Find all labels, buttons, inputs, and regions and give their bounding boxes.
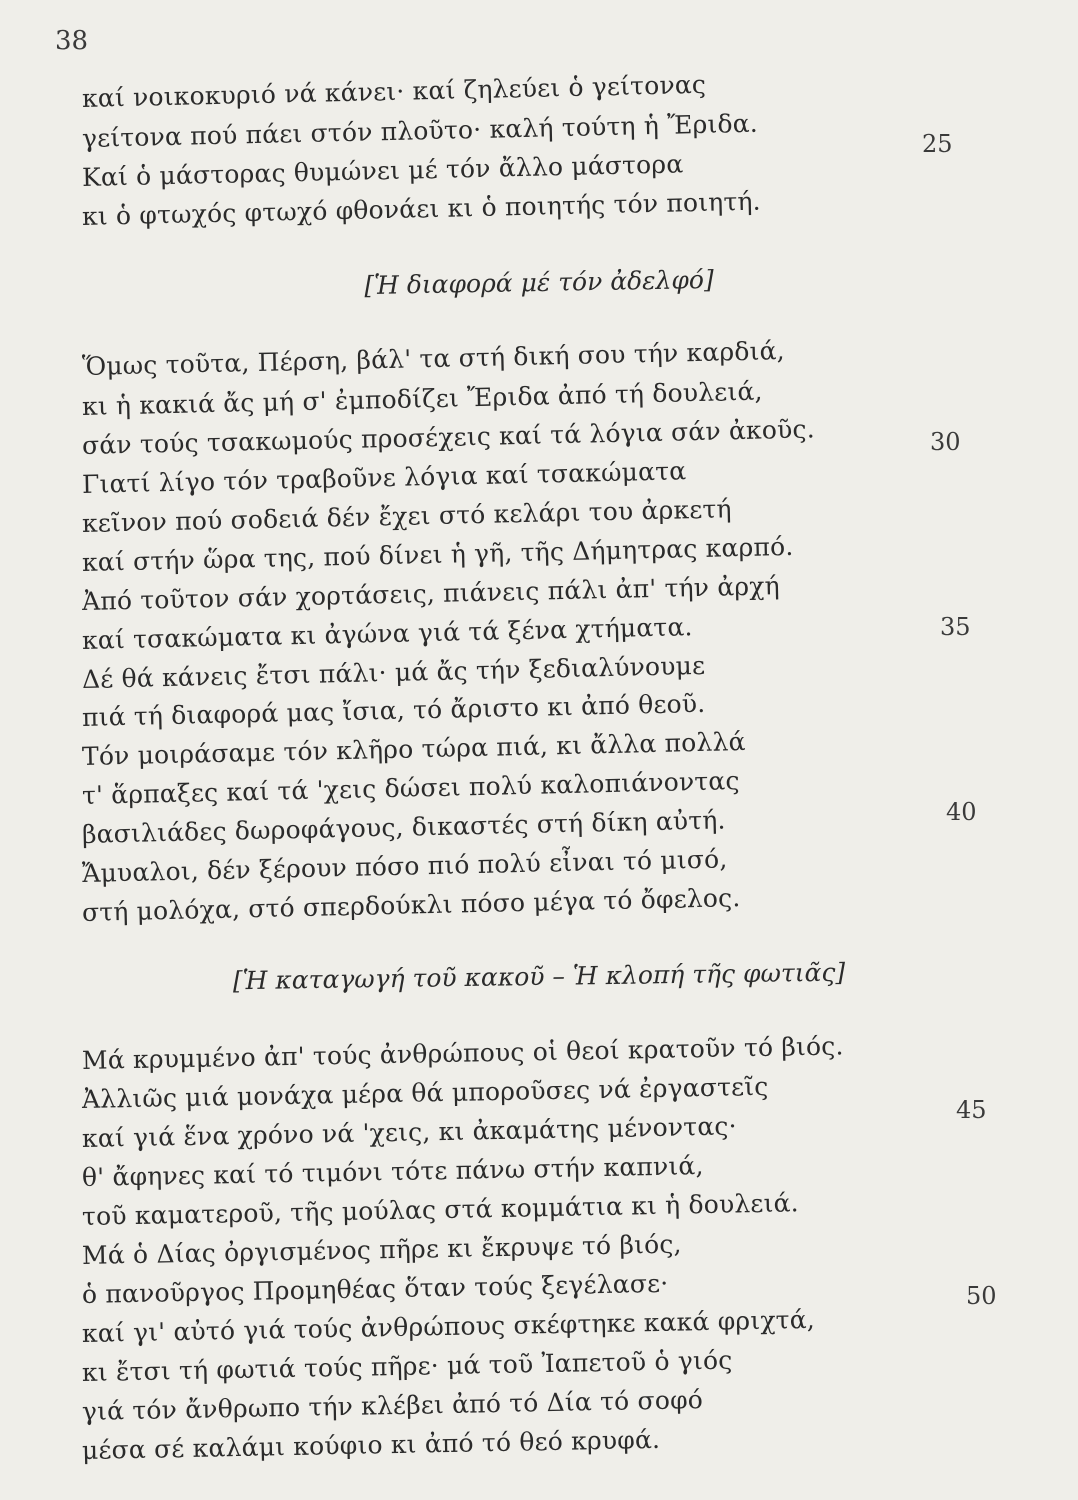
section-heading: [Ἡ διαφορά μέ τόν ἀδελφό] <box>364 264 714 301</box>
verse-line: τοῦ καματεροῦ, τῆς μούλας στά κομμάτια κι ἡ δουλειά. <box>81 1188 800 1231</box>
line-number: 40 <box>946 798 977 826</box>
verse-line: Μά κρυμμένο ἀπ' τούς ἀνθρώπους οἱ θεοί κρατοῦν τό βιός. <box>81 1031 844 1075</box>
verse-line: Τόν μοιράσαμε τόν κλῆρο τώρα πιά, κι ἄλλα πολλά <box>81 726 746 771</box>
line-number: 50 <box>966 1282 997 1310</box>
verse-line: κι ἡ κακιά ἄς μή σ' ἐμποδίζει Ἔριδα ἀπό τή δουλειά, <box>81 376 763 421</box>
verse-line: γιά τόν ἄνθρωπο τήν κλέβει ἀπό τό Δία τό σοφό <box>81 1385 704 1426</box>
line-number: 45 <box>956 1096 987 1124</box>
line-number: 35 <box>940 613 971 641</box>
verse-line: Μά ὁ Δίας ὀργισμένος πῆρε κι ἔκρυψε τό βιός, <box>81 1229 682 1270</box>
verse-line: Ἀλλιῶς μιά μονάχα μέρα θά μποροῦσες νά ἐργαστεῖς <box>81 1071 769 1114</box>
verse-line: μέσα σέ καλάμι κούφιο κι ἀπό τό θεό κρυφά. <box>81 1424 661 1465</box>
verse-line: τ' ἅρπαξες καί τά 'χεις δώσει πολύ καλοπιάνοντας <box>81 766 740 810</box>
verse-line: καί γιά ἕνα χρόνο νά 'χεις, κι ἀκαμάτης μένοντας· <box>81 1111 737 1153</box>
verse-line: σάν τούς τσακωμούς προσέχεις καί τά λόγια σάν ἀκοῦς. <box>81 414 816 460</box>
page-number: 38 <box>55 26 89 56</box>
verse-line: βασιλιάδες δωροφάγους, δικαστές στή δίκη αὐτή. <box>81 805 726 849</box>
verse-line: Δέ θά κάνεις ἔτσι πάλι· μά ἄς τήν ξεδιαλύνουμε <box>81 650 706 694</box>
line-number: 25 <box>922 130 953 158</box>
verse-line: καί γι' αὐτό γιά τούς ἀνθρώπους σκέφτηκε κακά φριχτά, <box>81 1304 816 1348</box>
verse-line: στή μολόχα, στό σπερδούκλι πόσο μέγα τό ὄφελος. <box>81 883 741 927</box>
verse-line: ὁ πανοῦργος Προμηθέας ὅταν τούς ξεγέλασε· <box>81 1268 669 1309</box>
line-number: 30 <box>930 428 961 456</box>
section-heading: [Ἡ καταγωγή τοῦ κακοῦ – Ἡ κλοπή τῆς φωτιᾶς] <box>232 957 846 996</box>
verse-line: κι ἔτσι τή φωτιά τούς πῆρε· μά τοῦ Ἰαπετοῦ ὁ γιός <box>81 1345 733 1387</box>
verse-line: γείτονα πού πάει στόν πλοῦτο· καλή τούτη ἡ Ἔριδα. <box>81 108 759 153</box>
verse-line: Ἀπό τοῦτον σάν χορτάσεις, πιάνεις πάλι ἀπ' τήν ἀρχή <box>81 571 781 616</box>
verse-line: Ὅμως τοῦτα, Πέρση, βάλ' τα στή δική σου τήν καρδιά, <box>81 336 786 381</box>
verse-line: Καί ὁ μάστορας θυμώνει μέ τόν ἄλλο μάστορα <box>81 149 684 192</box>
verse-line: καί στήν ὥρα της, πού δίνει ἡ γῆ, τῆς Δήμητρας καρπό. <box>81 531 794 577</box>
verse-line: καί τσακώματα κι ἀγώνα γιά τά ξένα χτήματα. <box>81 612 693 655</box>
verse-line: κεῖνον πού σοδειά δέν ἔχει στό κελάρι του ἀρκετή <box>81 494 732 538</box>
verse-line: καί νοικοκυριό νά κάνει· καί ζηλεύει ὁ γείτονας <box>81 69 707 113</box>
verse-line: πιά τή διαφορά μας ἴσια, τό ἄριστο κι ἀπό θεοῦ. <box>81 688 706 732</box>
verse-line: κι ὁ φτωχός φτωχό φθονάει κι ὁ ποιητής τόν ποιητή. <box>81 186 762 231</box>
verse-line: Γιατί λίγο τόν τραβοῦνε λόγια καί τσακώματα <box>81 456 687 499</box>
verse-line: Ἄμυαλοι, δέν ξέρουν πόσο πιό πολύ εἶναι τό μισό, <box>81 844 728 888</box>
verse-line: θ' ἄφηνες καί τό τιμόνι τότε πάνω στήν καπνιά, <box>81 1151 704 1192</box>
